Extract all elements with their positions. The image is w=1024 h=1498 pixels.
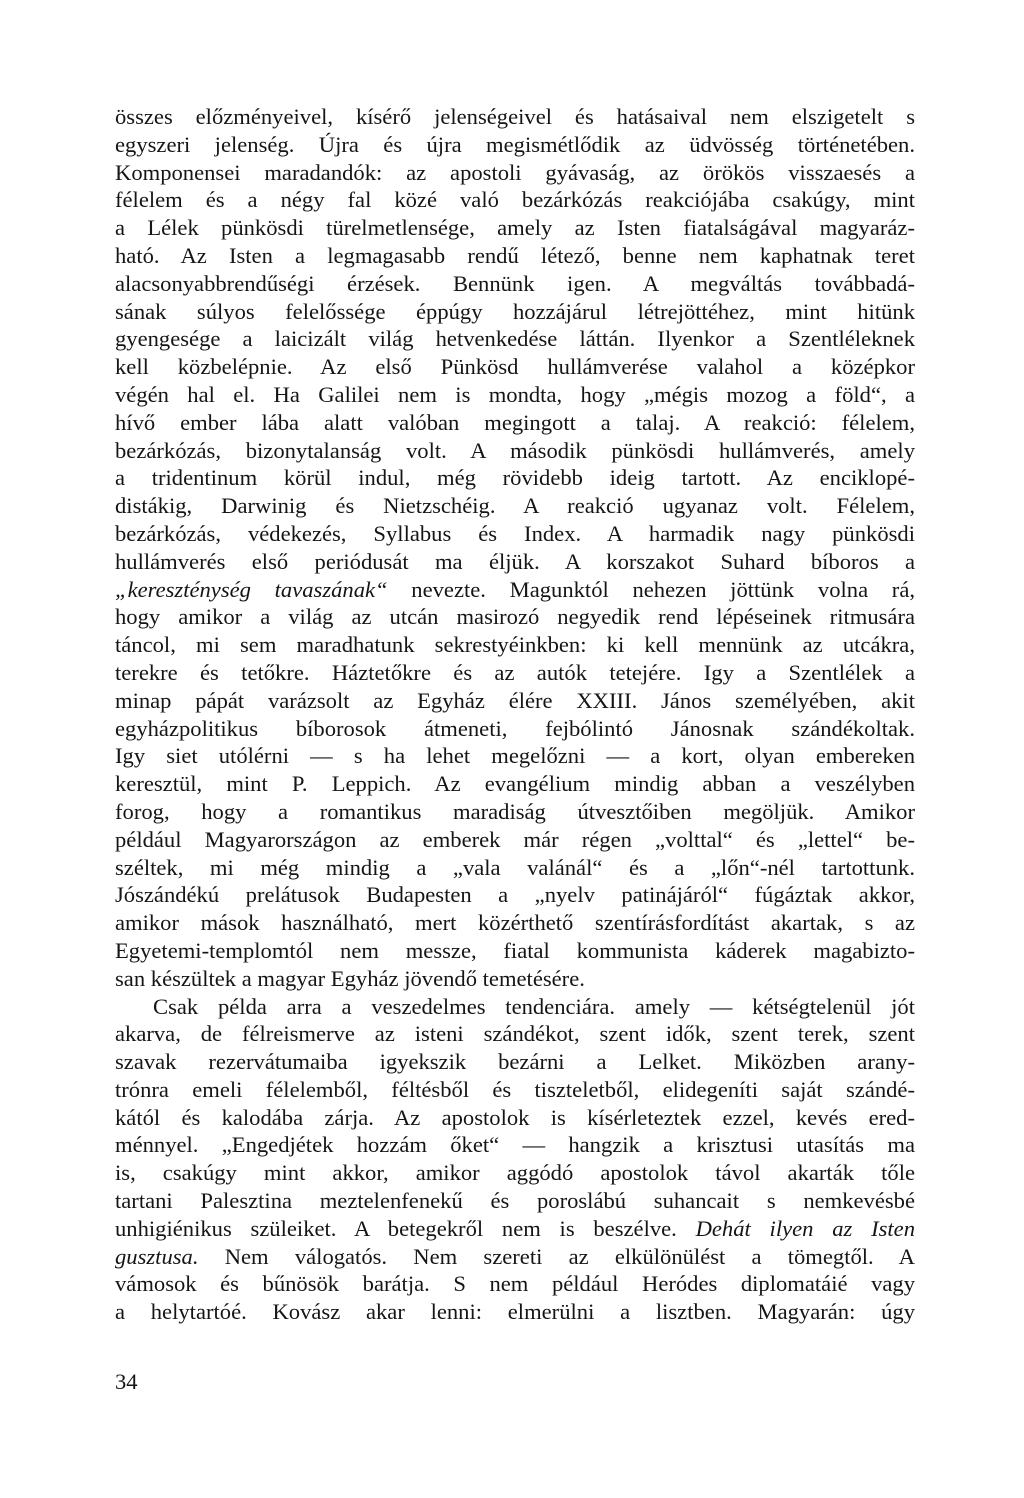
line-text: bezárkózás, bizonytalanság volt. A második pünkösdi hullámverés, amely — [115, 437, 915, 463]
line-text: alacsonyabbrendűségi érzések. Bennünk igen. A megváltás továbbadá- — [115, 270, 915, 296]
line-text: bezárkózás, védekezés, Syllabus és Index. A harmadik nagy pünkösdi — [115, 520, 915, 546]
text-line — [115, 770, 915, 798]
line-text: Csak példa arra a veszedelmes tendenciára. amely — kétségtelenül jót — [153, 993, 915, 1019]
text-line — [115, 1131, 915, 1159]
text-line — [115, 1104, 915, 1132]
line-text: kell közbelépnie. Az első Pünkösd hullámverése valahol a középkor — [115, 354, 915, 380]
text-line — [115, 659, 915, 687]
text-line — [115, 131, 915, 159]
body-text — [115, 103, 915, 1326]
text-line — [115, 1187, 915, 1215]
text-line — [115, 1215, 915, 1243]
text-line — [115, 993, 915, 1021]
text-line — [115, 381, 915, 409]
text-line — [115, 909, 915, 937]
line-text: Jószándékú prelátusok Budapesten a „nyelv patinájáról“ fúgáztak akkor, — [115, 882, 915, 908]
text-line — [115, 854, 915, 882]
line-text: hullámverés első periódusát ma éljük. A korszakot Suhard bíboros a — [115, 548, 915, 574]
line-text: hívő ember lába alatt valóban megingott a talaj. A reakció: félelem, — [115, 409, 915, 435]
line-text: sának súlyos felelőssége éppúgy hozzájárul létrejöttéhez, mint hitünk — [115, 298, 915, 324]
line-text: táncol, mi sem maradhatunk sekrestyéinkben: ki kell mennünk az utcákra, — [115, 632, 915, 658]
line-text: nevezte. Magunktól nehezen jöttünk volna rá, — [387, 576, 915, 602]
text-line — [115, 576, 915, 604]
text-line — [115, 409, 915, 437]
line-text: keresztül, mint P. Leppich. Az evangélium mindig abban a veszélyben — [115, 771, 915, 797]
line-text: összes előzményeivel, kísérő jelenségeivel és hatásaival nem elszigetelt s — [115, 104, 915, 129]
text-line — [115, 1159, 915, 1187]
line-text: egyszeri jelenség. Újra és újra megismétlődik az üdvösség történetében. — [115, 131, 915, 157]
italic-phrase: Dehát ilyen az Isten — [695, 1215, 915, 1241]
text-line — [115, 270, 915, 298]
text-line — [115, 298, 915, 326]
text-line — [115, 1076, 915, 1104]
text-line — [115, 353, 915, 381]
text-line — [115, 159, 915, 187]
line-text: például Magyarországon az emberek már régen „volttal“ és „lettel“ be- — [115, 826, 915, 852]
text-line — [115, 325, 915, 353]
line-text: san készültek a magyar Egyház jövendő temetésére. — [115, 965, 585, 991]
text-line — [115, 1270, 915, 1298]
line-text: amikor mások használható, mert közérthető szentírásfordítást akartak, s az — [115, 910, 915, 936]
line-text: is, csakúgy mint akkor, amikor aggódó apostolok távol akarták tőle — [115, 1160, 915, 1186]
line-text: akarva, de félreismerve az isteni szándékot, szent idők, szent terek, szent — [115, 1021, 915, 1047]
text-line — [115, 242, 915, 270]
text-line — [115, 437, 915, 465]
line-text: ható. Az Isten a legmagasabb rendű létező, benne nem kaphatnak teret — [115, 242, 915, 268]
line-text: distákig, Darwinig és Nietzschéig. A reakció ugyanaz volt. Félelem, — [115, 493, 915, 519]
text-line — [115, 881, 915, 909]
text-line — [115, 1048, 915, 1076]
line-text: Nem válogatós. Nem szereti az elkülönülést a tömegtől. A — [198, 1243, 915, 1269]
text-line — [115, 520, 915, 548]
text-line — [115, 1298, 915, 1326]
text-line — [115, 214, 915, 242]
page-number: 34 — [115, 1369, 138, 1394]
text-line — [115, 826, 915, 854]
line-text: széltek, mi még mindig a „vala valánál“ és a „lőn“-nél tartottunk. — [115, 854, 915, 880]
line-text: Igy siet utólérni — s ha lehet megelőzni — a kort, olyan embereken — [115, 743, 915, 769]
line-text: unhigiénikus szüleiket. A betegekről nem is beszélve. — [115, 1215, 696, 1241]
line-text: szavak rezervátumaiba igyekszik bezárni a Lelket. Miközben arany- — [115, 1049, 915, 1075]
line-text: minap pápát varázsolt az Egyház élére XXIII. János személyében, akit — [115, 687, 915, 713]
text-line — [115, 798, 915, 826]
text-line — [115, 103, 915, 131]
line-text: gyengesége a laicizált világ hetvenkedése láttán. Ilyenkor a Szentléleknek — [115, 326, 915, 352]
line-text: félelem és a négy fal közé való bezárkózás reakciójába csakúgy, mint — [115, 187, 915, 213]
text-line — [115, 548, 915, 576]
line-text: végén hal el. Ha Galilei nem is mondta, hogy „mégis mozog a föld“, a — [115, 381, 915, 407]
line-text: vámosok és bűnösök barátja. S nem például Heródes diplomatáié vagy — [115, 1271, 915, 1297]
text-line — [115, 937, 915, 965]
line-text: Komponensei maradandók: az apostoli gyávaság, az örökös visszaesés a — [115, 159, 915, 185]
line-text: terekre és tetőkre. Háztetőkre és az autók tetejére. Igy a Szentlélek a — [115, 659, 915, 685]
line-text: egyházpolitikus bíborosok átmeneti, fejbólintó Jánosnak szándékoltak. — [115, 715, 915, 741]
text-line — [115, 1243, 915, 1271]
italic-phrase: „kereszténység tavaszának“ — [115, 576, 388, 602]
line-text: hogy amikor a világ az utcán masirozó negyedik rend lépéseinek ritmusára — [115, 604, 915, 630]
line-text: a Lélek pünkösdi türelmetlensége, amely az Isten fiatalságával magyaráz- — [115, 215, 915, 241]
line-text: tartani Palesztina meztelenfenekű és poroslábú suhancait s nemkevésbé — [115, 1188, 915, 1214]
line-text: forog, hogy a romantikus maradiság útvesztőiben megöljük. Amikor — [115, 798, 915, 824]
line-text: a helytartóé. Kovász akar lenni: elmerülni a lisztben. Magyarán: úgy — [115, 1299, 915, 1325]
text-line — [115, 715, 915, 743]
line-text: trónra emeli félelemből, féltésből és tiszteletből, elidegeníti saját szándé- — [115, 1076, 915, 1102]
line-text: a tridentinum körül indul, még rövidebb ideig tartott. Az enciklopé- — [115, 465, 915, 491]
text-line — [115, 464, 915, 492]
text-line — [115, 186, 915, 214]
text-line — [115, 492, 915, 520]
text-line — [115, 1020, 915, 1048]
line-text: Egyetemi-templomtól nem messze, fiatal kommunista káderek magabizto- — [115, 937, 915, 963]
text-line — [115, 603, 915, 631]
text-line — [115, 631, 915, 659]
text-line — [115, 687, 915, 715]
text-line — [115, 965, 915, 993]
line-text: ménnyel. „Engedjétek hozzám őket“ — hangzik a krisztusi utasítás ma — [115, 1132, 915, 1158]
line-text: kától és kalodába zárja. Az apostolok is kísérleteztek ezzel, kevés ered- — [115, 1104, 915, 1130]
italic-phrase: gusztusa. — [115, 1243, 199, 1269]
text-line — [115, 742, 915, 770]
